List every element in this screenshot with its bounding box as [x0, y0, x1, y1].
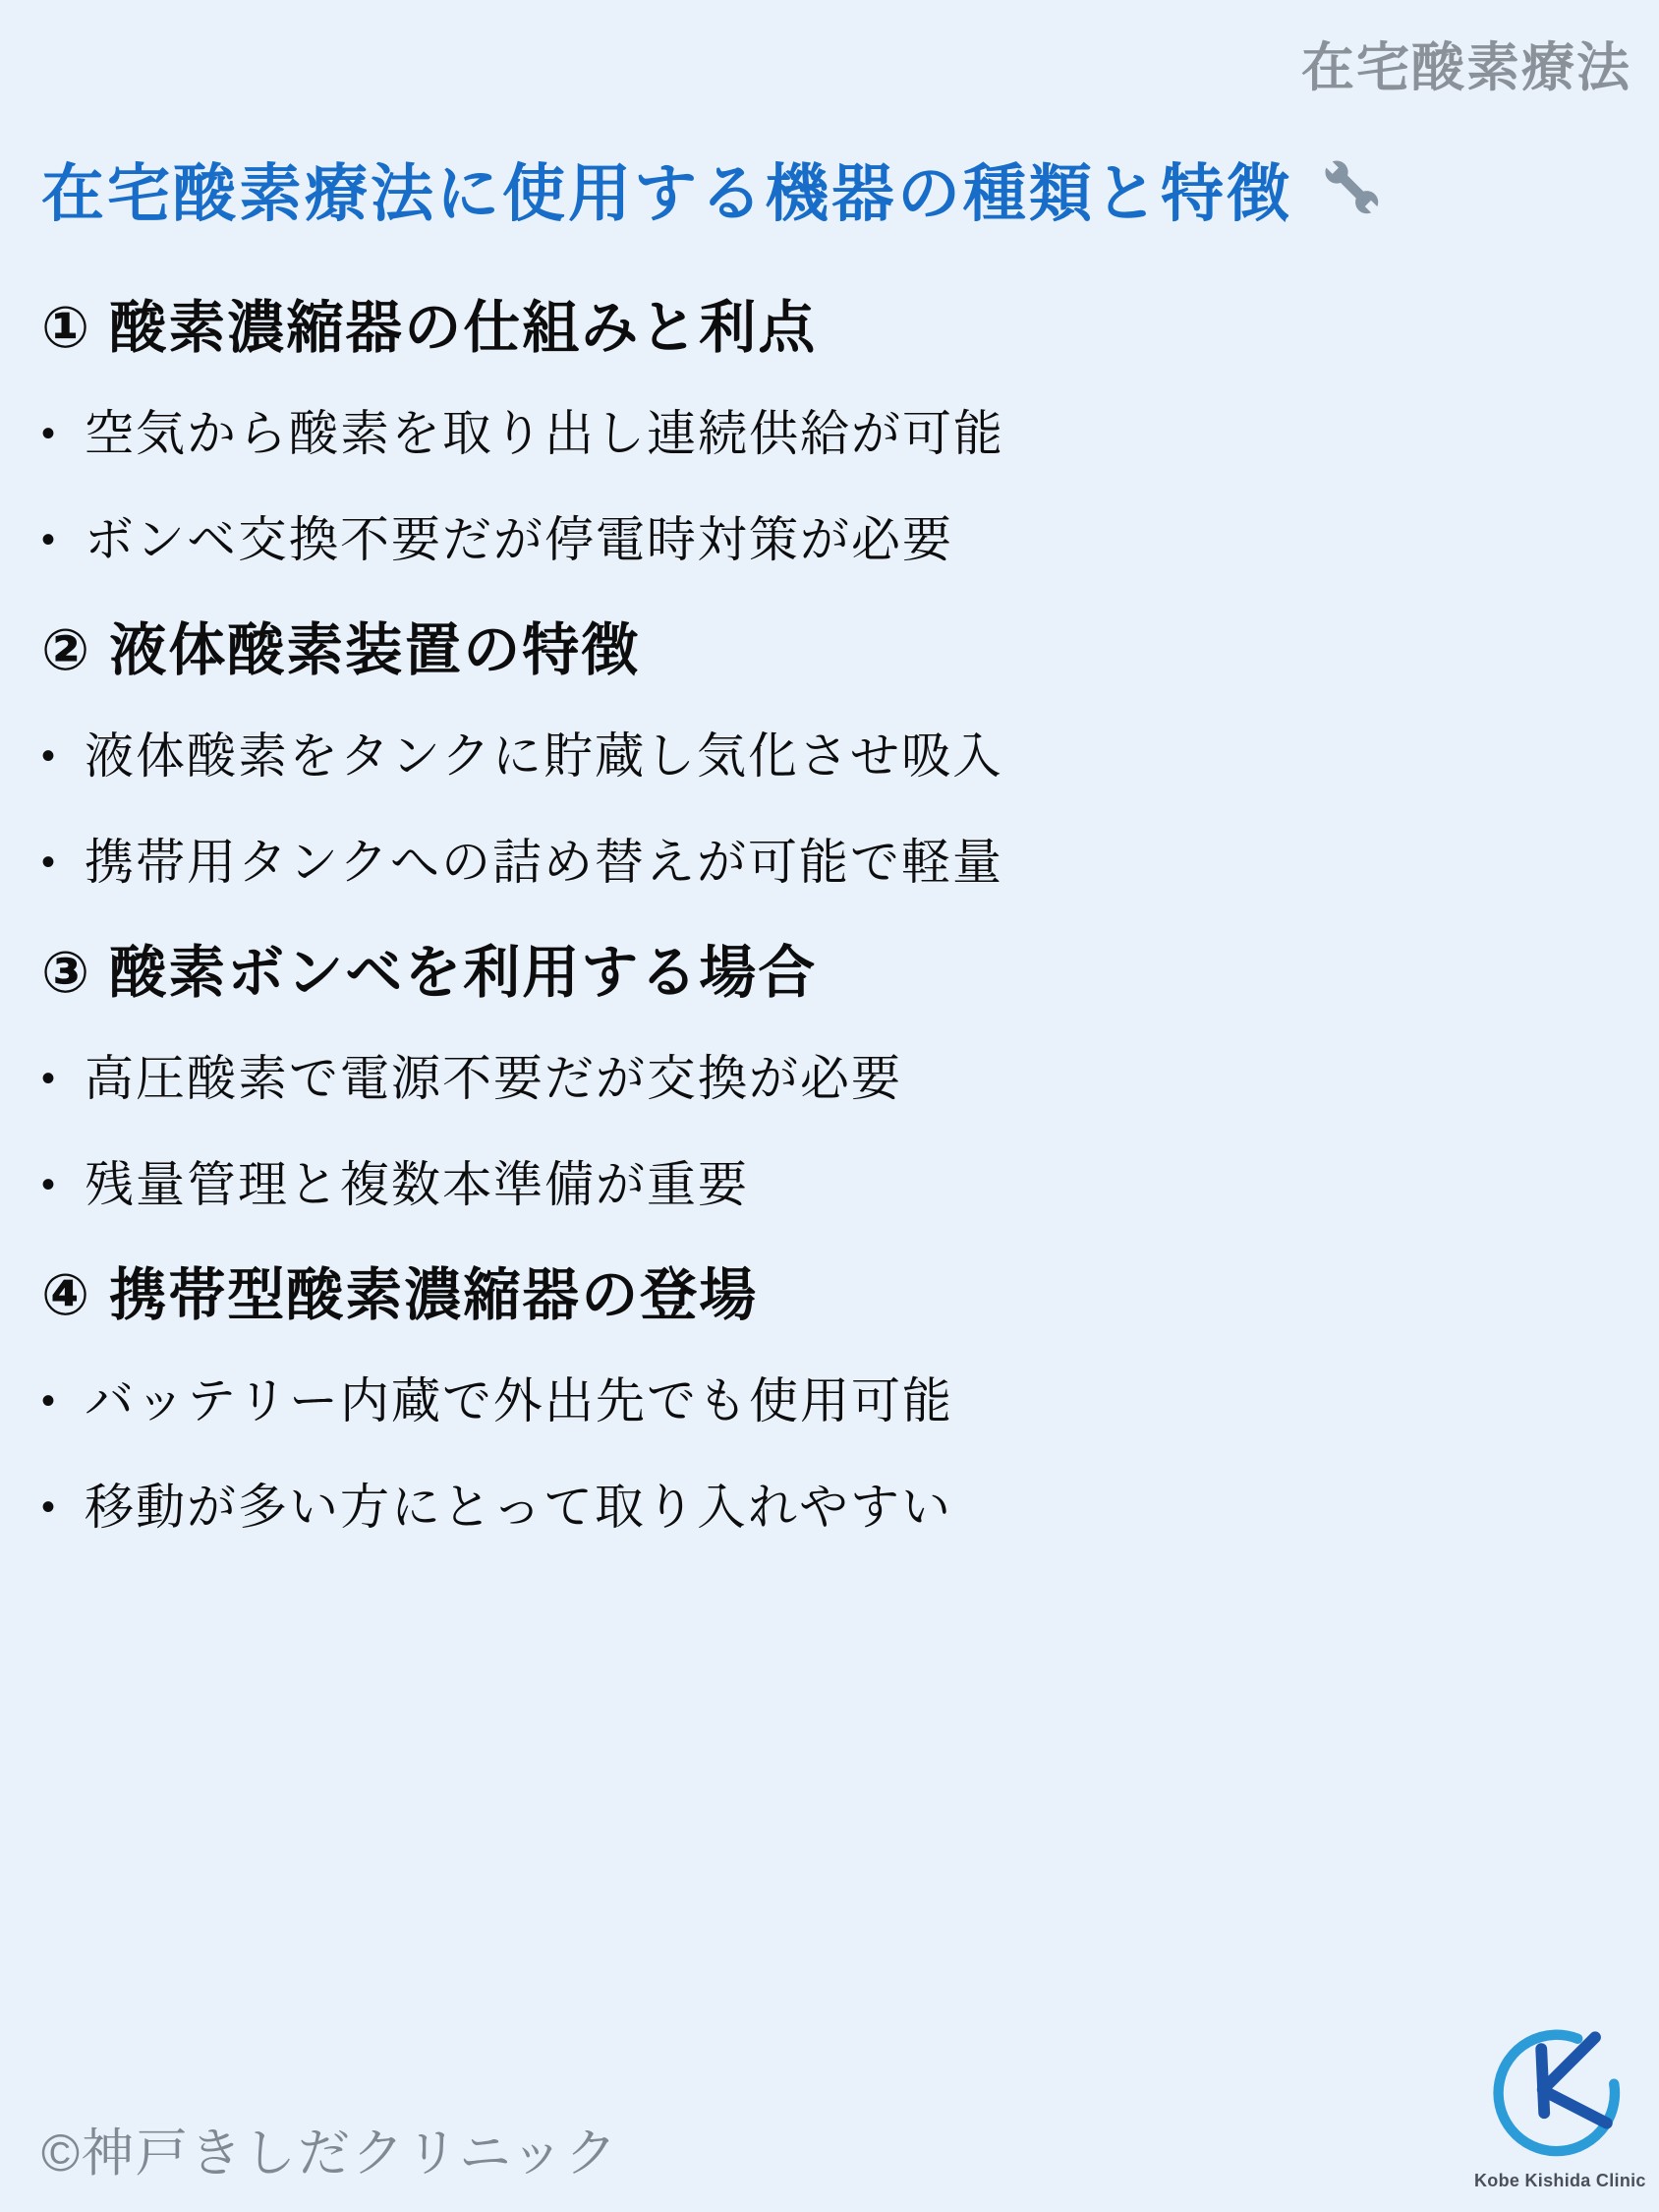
content	[41, 297, 1618, 1587]
section-liquid-oxygen	[41, 619, 1618, 890]
bullet-text: 液体酸素をタンクに貯蔵し気化させ吸入	[85, 728, 1003, 784]
bullet-text: 高圧酸素で電源不要だが交換が必要	[85, 1051, 902, 1106]
list-item	[41, 1374, 1618, 1428]
bullet-text: ボンベ交換不要だが停電時対策が必要	[85, 512, 953, 567]
list-item	[41, 729, 1618, 784]
list-item	[41, 1481, 1618, 1535]
bullet-dot: •	[41, 841, 56, 884]
section-heading: ② 液体酸素装置の特徴	[41, 618, 641, 682]
section-oxygen-cylinder	[41, 942, 1618, 1212]
bullet-text: 携帯用タンクへの詰め替えが可能で軽量	[85, 835, 1003, 890]
list-item	[41, 513, 1618, 567]
section-oxygen-concentrator	[41, 297, 1618, 567]
section-heading: ③ 酸素ボンベを利用する場合	[41, 941, 818, 1005]
section-portable-concentrator	[41, 1264, 1618, 1535]
list-item	[41, 1052, 1618, 1106]
kobe-kishida-clinic-logo	[1474, 2021, 1646, 2191]
wrench-icon	[1318, 153, 1385, 225]
logo-caption: Kobe Kishida Clinic	[1474, 2171, 1646, 2190]
bullet-text: 残量管理と複数本準備が重要	[85, 1157, 749, 1212]
title-row	[41, 144, 1385, 234]
page-watermark: 在宅酸素療法	[1301, 38, 1631, 97]
section-heading: ① 酸素濃縮器の仕組みと利点	[41, 296, 818, 360]
page-title: 在宅酸素療法に使用する機器の種類と特徴	[41, 158, 1292, 229]
bullet-dot: •	[41, 734, 56, 778]
bullet-dot: •	[41, 1163, 56, 1206]
bullet-dot: •	[41, 412, 56, 455]
bullet-dot: •	[41, 1057, 56, 1100]
bullet-text: 移動が多い方にとって取り入れやすい	[85, 1480, 952, 1535]
list-item	[41, 836, 1618, 890]
bullet-text: 空気から酸素を取り出し連続供給が可能	[85, 406, 1004, 461]
list-item	[41, 407, 1618, 461]
bullet-dot: •	[41, 518, 56, 561]
bullet-text: バッテリー内蔵で外出先でも使用可能	[85, 1373, 953, 1428]
clinic-logo-icon	[1484, 2021, 1633, 2167]
bullet-dot: •	[41, 1379, 56, 1423]
copyright-text: ©神戸きしだクリニック	[41, 2125, 619, 2183]
list-item	[41, 1158, 1618, 1212]
section-heading: ④ 携帯型酸素濃縮器の登場	[41, 1263, 759, 1327]
bullet-dot: •	[41, 1485, 56, 1529]
